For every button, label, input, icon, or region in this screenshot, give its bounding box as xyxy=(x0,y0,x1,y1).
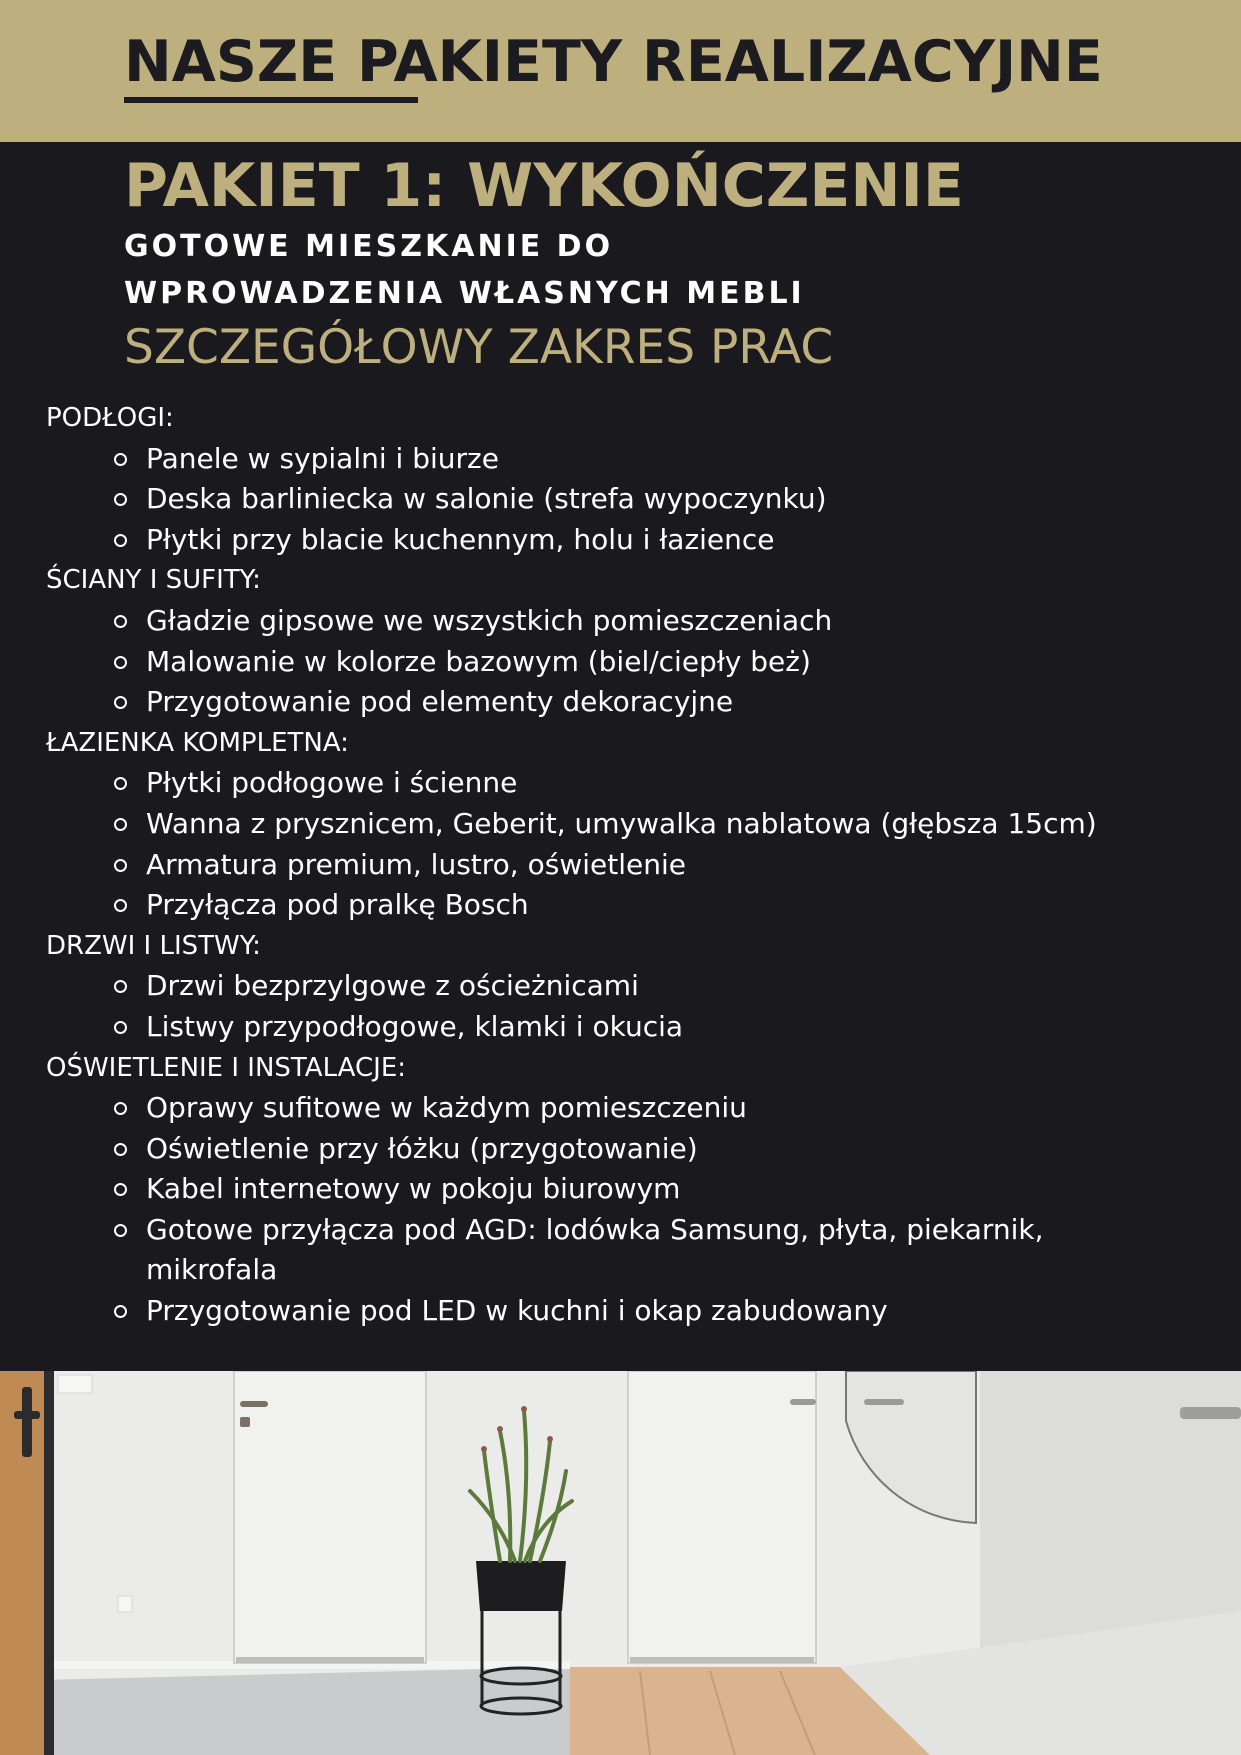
bullet-circle-icon xyxy=(114,453,127,466)
category-label-bathroom: ŁAZIENKA KOMPLETNA: xyxy=(46,727,349,758)
list-item: Kabel internetowy w pokoju biurowym xyxy=(46,1169,1216,1210)
package-title: PAKIET 1: WYKOŃCZENIE xyxy=(124,151,964,221)
bullet-circle-icon xyxy=(114,696,127,709)
list-item: Przygotowanie pod LED w kuchni i okap zabudowany xyxy=(46,1291,1216,1332)
list-item: Listwy przypodłogowe, klamki i okucia xyxy=(46,1007,1216,1048)
bullet-circle-icon xyxy=(114,777,127,790)
list-item: Deska barliniecka w salonie (strefa wypoczynku) xyxy=(46,479,1216,520)
interior-photo xyxy=(0,1371,1241,1755)
list-item: Przyłącza pod pralkę Bosch xyxy=(46,885,1216,926)
page-title: NASZE PAKIETY REALIZACYJNE xyxy=(124,29,1103,95)
bullet-circle-icon xyxy=(114,656,127,669)
bullet-circle-icon xyxy=(114,980,127,993)
list-item: Drzwi bezprzylgowe z ościeżnicami xyxy=(46,966,1216,1007)
bullet-circle-icon xyxy=(114,859,127,872)
scope-title: SZCZEGÓŁOWY ZAKRES PRAC xyxy=(124,320,834,375)
bullet-circle-icon xyxy=(114,534,127,547)
bullet-circle-icon xyxy=(114,1143,127,1156)
bullet-circle-icon xyxy=(114,493,127,506)
bullet-circle-icon xyxy=(114,1021,127,1034)
list-item: Wanna z prysznicem, Geberit, umywalka nablatowa (głębsza 15cm) xyxy=(46,804,1216,845)
bullet-circle-icon xyxy=(114,615,127,628)
list-item: Przygotowanie pod elementy dekoracyjne xyxy=(46,682,1216,723)
list-item: Oświetlenie przy łóżku (przygotowanie) xyxy=(46,1129,1216,1170)
scope-list xyxy=(46,398,1216,1332)
list-item: Płytki przy blacie kuchennym, holu i łazience xyxy=(46,520,1216,561)
list-item: Malowanie w kolorze bazowym (biel/ciepły beż) xyxy=(46,642,1216,683)
list-item: Armatura premium, lustro, oświetlenie xyxy=(46,845,1216,886)
list-item: Panele w sypialni i biurze xyxy=(46,439,1216,480)
bullet-circle-icon xyxy=(114,1305,127,1318)
list-item: Gotowe przyłącza pod AGD: lodówka Samsung, płyta, piekarnik, mikrofala xyxy=(46,1210,1136,1291)
list-item: Gładzie gipsowe we wszystkich pomieszczeniach xyxy=(46,601,1216,642)
bullet-circle-icon xyxy=(114,1102,127,1115)
list-item: Oprawy sufitowe w każdym pomieszczeniu xyxy=(46,1088,1216,1129)
bullet-circle-icon xyxy=(114,1183,127,1196)
category-label-doors: DRZWI I LISTWY: xyxy=(46,930,261,961)
list-item: Płytki podłogowe i ścienne xyxy=(46,763,1216,804)
category-label-walls: ŚCIANY I SUFITY: xyxy=(46,565,261,596)
bullet-circle-icon xyxy=(114,818,127,831)
bullet-circle-icon xyxy=(114,899,127,912)
bullet-circle-icon xyxy=(114,1224,127,1237)
category-label-floors: PODŁOGI: xyxy=(46,403,174,433)
title-underline xyxy=(124,97,418,103)
category-label-lighting: OŚWIETLENIE I INSTALACJE: xyxy=(46,1052,407,1083)
package-subtitle: GOTOWE MIESZKANIE DO WPROWADZENIA WŁASNYCH MEBLI xyxy=(124,229,805,311)
